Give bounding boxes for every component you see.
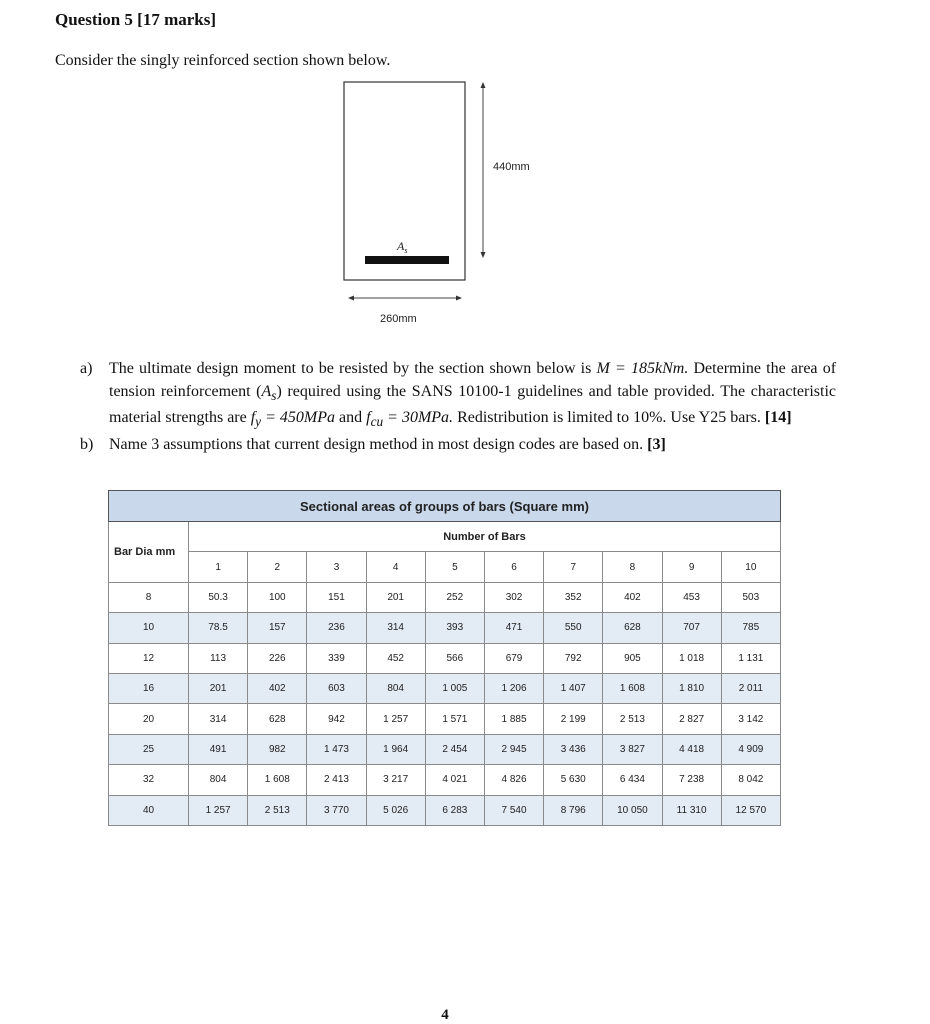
bar-diameter-cell: 25	[109, 734, 189, 764]
area-cell: 566	[425, 643, 484, 673]
area-cell: 5 630	[544, 765, 603, 795]
bar-diameter-cell: 12	[109, 643, 189, 673]
area-cell: 236	[307, 613, 366, 643]
area-cell: 201	[189, 673, 248, 703]
area-cell: 453	[662, 582, 721, 612]
area-cell: 2 454	[425, 734, 484, 764]
area-cell: 2 413	[307, 765, 366, 795]
area-cell: 2 513	[603, 704, 662, 734]
question-b-letter: b)	[80, 435, 94, 453]
number-of-bars-header: Number of Bars	[189, 522, 781, 552]
bar-count-header-row	[109, 552, 781, 582]
area-cell: 6 434	[603, 765, 662, 795]
area-cell: 452	[366, 643, 425, 673]
question-a-marks: [14]	[764, 409, 792, 427]
bar-diameter-cell: 10	[109, 613, 189, 643]
bar-diameter-cell: 40	[109, 795, 189, 825]
table-body	[109, 582, 781, 825]
area-cell: 1 257	[366, 704, 425, 734]
table-title: Sectional areas of groups of bars (Square mm)	[109, 491, 781, 522]
area-cell: 982	[248, 734, 307, 764]
area-cell: 4 909	[721, 734, 780, 764]
bar-count-header: 1	[189, 552, 248, 582]
area-cell: 2 513	[248, 795, 307, 825]
area-cell: 471	[484, 613, 543, 643]
question-b-marks: [3]	[647, 435, 666, 453]
area-cell: 393	[425, 613, 484, 643]
area-cell: 201	[366, 582, 425, 612]
area-cell: 7 238	[662, 765, 721, 795]
area-cell: 1 407	[544, 673, 603, 703]
area-cell: 3 142	[721, 704, 780, 734]
area-cell: 3 436	[544, 734, 603, 764]
bar-count-header: 2	[248, 552, 307, 582]
area-cell: 804	[189, 765, 248, 795]
height-dimension-label: 440mm	[493, 161, 530, 173]
area-cell: 1 206	[484, 673, 543, 703]
area-cell: 8 796	[544, 795, 603, 825]
area-cell: 628	[603, 613, 662, 643]
area-cell: 785	[721, 613, 780, 643]
table-row	[109, 765, 781, 795]
bar-dia-header: Bar Dia mm	[109, 522, 189, 583]
bar-count-header: 5	[425, 552, 484, 582]
area-cell: 550	[544, 613, 603, 643]
area-cell: 4 418	[662, 734, 721, 764]
area-cell: 1 005	[425, 673, 484, 703]
table-row	[109, 643, 781, 673]
bar-diameter-cell: 32	[109, 765, 189, 795]
bar-areas-table	[108, 490, 781, 826]
table-row	[109, 582, 781, 612]
area-cell: 339	[307, 643, 366, 673]
bar-count-header: 7	[544, 552, 603, 582]
table-row	[109, 704, 781, 734]
area-cell: 402	[248, 673, 307, 703]
area-cell: 942	[307, 704, 366, 734]
area-cell: 628	[248, 704, 307, 734]
area-cell: 3 770	[307, 795, 366, 825]
area-cell: 905	[603, 643, 662, 673]
area-cell: 50.3	[189, 582, 248, 612]
question-a	[80, 358, 836, 434]
area-cell: 100	[248, 582, 307, 612]
bar-count-header: 6	[484, 552, 543, 582]
area-cell: 1 257	[189, 795, 248, 825]
area-cell: 1 571	[425, 704, 484, 734]
area-cell: 78.5	[189, 613, 248, 643]
area-cell: 792	[544, 643, 603, 673]
area-cell: 7 540	[484, 795, 543, 825]
bar-count-header: 8	[603, 552, 662, 582]
bar-diameter-cell: 16	[109, 673, 189, 703]
area-cell: 3 217	[366, 765, 425, 795]
area-cell: 402	[603, 582, 662, 612]
area-cell: 2 945	[484, 734, 543, 764]
area-cell: 679	[484, 643, 543, 673]
bar-count-header: 4	[366, 552, 425, 582]
table-row	[109, 734, 781, 764]
area-cell: 252	[425, 582, 484, 612]
area-cell: 603	[307, 673, 366, 703]
area-cell: 1 810	[662, 673, 721, 703]
area-cell: 226	[248, 643, 307, 673]
tension-reinforcement-bar	[365, 256, 449, 264]
area-cell: 314	[189, 704, 248, 734]
area-cell: 491	[189, 734, 248, 764]
question-b	[80, 434, 836, 457]
page-number: 4	[441, 1007, 449, 1023]
intro-text: Consider the singly reinforced section shown below.	[55, 52, 391, 69]
area-cell: 707	[662, 613, 721, 643]
table-row	[109, 673, 781, 703]
area-cell: 10 050	[603, 795, 662, 825]
table-row	[109, 613, 781, 643]
bar-diameter-cell: 8	[109, 582, 189, 612]
section-diagram	[330, 72, 590, 342]
area-cell: 151	[307, 582, 366, 612]
steel-area-label: $A_s$	[397, 239, 408, 255]
area-cell: 6 283	[425, 795, 484, 825]
area-cell: 1 473	[307, 734, 366, 764]
area-cell: 2 827	[662, 704, 721, 734]
area-cell: 352	[544, 582, 603, 612]
area-cell: 804	[366, 673, 425, 703]
area-cell: 4 021	[425, 765, 484, 795]
area-cell: 302	[484, 582, 543, 612]
area-cell: 12 570	[721, 795, 780, 825]
question-b-text: Name 3 assumptions that current design method in most design codes are based on. [3]	[109, 435, 666, 453]
area-cell: 1 018	[662, 643, 721, 673]
bar-count-header: 10	[721, 552, 780, 582]
area-cell: 1 608	[248, 765, 307, 795]
area-cell: 314	[366, 613, 425, 643]
area-cell: 1 608	[603, 673, 662, 703]
area-cell: 1 885	[484, 704, 543, 734]
area-cell: 11 310	[662, 795, 721, 825]
bar-count-header: 9	[662, 552, 721, 582]
area-cell: 5 026	[366, 795, 425, 825]
bar-diameter-cell: 20	[109, 704, 189, 734]
question-a-text: The ultimate design moment to be resisted by the section shown below is M = 185kNm. Determine the area of tension reinforcement $(A_s)$ required using the SANS 10100-1 guidelines and table provided. The characteristic material strengths are $f_y = 450MPa$ and $f_{cu} = 30MPa$. Redistribution is limited to 10%. Use Y25 bars. [14]	[109, 360, 837, 430]
area-cell: 113	[189, 643, 248, 673]
area-cell: 4 826	[484, 765, 543, 795]
question-a-letter: a)	[80, 360, 93, 377]
question-list	[80, 358, 836, 456]
area-cell: 3 827	[603, 734, 662, 764]
area-cell: 8 042	[721, 765, 780, 795]
width-dimension-label: 260mm	[380, 313, 417, 325]
bar-count-header: 3	[307, 552, 366, 582]
area-cell: 2 011	[721, 673, 780, 703]
area-cell: 503	[721, 582, 780, 612]
area-cell: 2 199	[544, 704, 603, 734]
question-heading: Question 5 [17 marks]	[55, 10, 217, 29]
area-cell: 1 131	[721, 643, 780, 673]
area-cell: 1 964	[366, 734, 425, 764]
table-row	[109, 795, 781, 825]
area-cell: 157	[248, 613, 307, 643]
